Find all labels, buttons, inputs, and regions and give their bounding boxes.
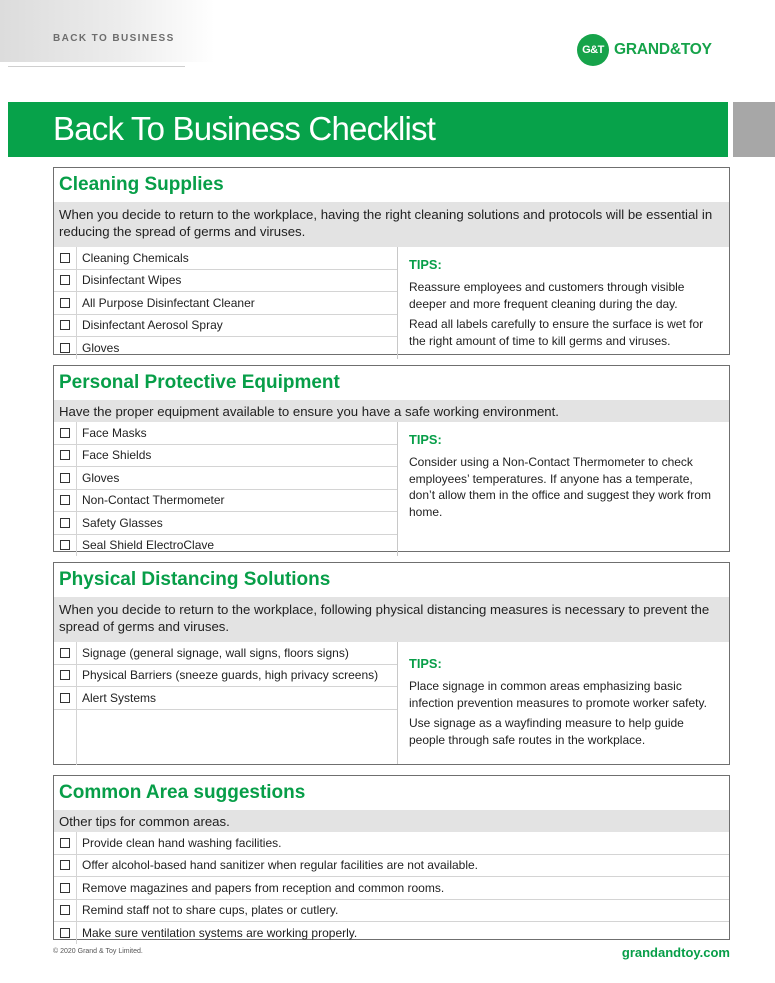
checklist-item-label: Signage (general signage, wall signs, floors signs) xyxy=(82,645,349,660)
tips-heading: TIPS: xyxy=(409,257,442,272)
tip-text: Read all labels carefully to ensure the surface is wet for the right amount of time to kill germs and viruses. xyxy=(409,317,704,348)
tips-heading: TIPS: xyxy=(409,432,442,447)
checkbox[interactable] xyxy=(60,298,70,308)
tip-text: Place signage in common areas emphasizing basic infection prevention measures to promote worker safety. xyxy=(409,679,707,710)
tip-text: Consider using a Non-Contact Thermometer to check employees’ temperatures. If anyone has a temperate, don’t allow them in the office and suggest they work from home. xyxy=(409,455,711,519)
checklist-item-label: All Purpose Disinfectant Cleaner xyxy=(82,295,255,310)
checklist-item-label: Face Shields xyxy=(82,448,152,463)
checklist-item-label: Gloves xyxy=(82,470,120,485)
checklist-item[interactable] xyxy=(54,642,397,664)
section-physical-distancing xyxy=(53,562,730,765)
checkbox[interactable] xyxy=(60,450,70,460)
section-title: Personal Protective Equipment xyxy=(59,372,340,393)
checklist-item[interactable] xyxy=(54,422,397,444)
checklist-item[interactable] xyxy=(54,444,397,467)
section-intro: Have the proper equipment available to ensure you have a safe working environment. xyxy=(54,400,729,422)
checklist-item-label: Cleaning Chemicals xyxy=(82,250,189,265)
checkbox[interactable] xyxy=(60,883,70,893)
eyebrow-label: BACK TO BUSINESS xyxy=(53,33,175,44)
checkbox[interactable] xyxy=(60,905,70,915)
checklist-item-label: Gloves xyxy=(82,340,120,355)
checklist-item[interactable] xyxy=(54,686,397,710)
checklist-item[interactable] xyxy=(54,899,729,922)
checkbox[interactable] xyxy=(60,253,70,263)
checklist-item-label: Seal Shield ElectroClave xyxy=(82,538,215,553)
checklist-item-label: Disinfectant Wipes xyxy=(82,273,182,288)
page-title: Back To Business Checklist xyxy=(53,110,436,147)
checklist-item-label: Safety Glasses xyxy=(82,515,163,530)
brand-logo[interactable] xyxy=(577,34,712,66)
checklist-item[interactable] xyxy=(54,269,397,292)
section-title: Physical Distancing Solutions xyxy=(59,569,331,590)
side-tab xyxy=(733,102,775,157)
checklist-item-label: Remind staff not to share cups, plates or cutlery. xyxy=(82,903,339,918)
section-common-area xyxy=(53,775,730,940)
checklist-item[interactable] xyxy=(54,832,729,854)
checklist-item[interactable] xyxy=(54,489,397,512)
checklist-item[interactable] xyxy=(54,664,397,687)
tips-heading: TIPS: xyxy=(409,656,442,671)
checklist-item-label: Provide clean hand washing facilities. xyxy=(82,835,282,850)
section-title: Cleaning Supplies xyxy=(59,174,224,195)
section-title: Common Area suggestions xyxy=(59,782,306,803)
checklist-item-label: Face Masks xyxy=(82,425,147,440)
checklist-item[interactable] xyxy=(54,921,729,944)
section-intro: When you decide to return to the workplace, having the right cleaning solutions and protocols will be essential in reducing the spread of germs and viruses. xyxy=(54,202,729,247)
checklist-item[interactable] xyxy=(54,876,729,899)
checklist-item-label: Remove magazines and papers from reception and common rooms. xyxy=(82,880,445,895)
footer-copyright: © 2020 Grand & Toy Limited. xyxy=(53,948,143,955)
tip-text: Use signage as a wayfinding measure to help guide people through safe routes in the workplace. xyxy=(409,716,684,747)
checklist-item-label: Alert Systems xyxy=(82,690,157,705)
checklist-item[interactable] xyxy=(54,466,397,489)
header-corner-gradient xyxy=(0,0,215,62)
section-cleaning-supplies xyxy=(53,167,730,355)
checklist-item[interactable] xyxy=(54,314,397,337)
footer-website-link[interactable]: grandandtoy.com xyxy=(621,945,730,960)
checklist xyxy=(54,422,398,556)
checkbox[interactable] xyxy=(60,648,70,658)
tips-panel xyxy=(398,422,729,556)
tips-panel xyxy=(398,247,729,359)
checklist-item[interactable] xyxy=(54,854,729,877)
checklist xyxy=(54,247,398,359)
checkbox[interactable] xyxy=(60,838,70,848)
checkbox[interactable] xyxy=(60,275,70,285)
checklist-item-label: Offer alcohol-based hand sanitizer when regular facilities are not available. xyxy=(82,858,479,873)
checklist-item[interactable] xyxy=(54,336,397,359)
checklist-item-label: Make sure ventilation systems are working properly. xyxy=(82,925,358,940)
checkbox[interactable] xyxy=(60,540,70,550)
logo-wordmark: GRAND&TOY xyxy=(614,41,712,58)
checkbox[interactable] xyxy=(60,860,70,870)
checkbox[interactable] xyxy=(60,473,70,483)
checkbox[interactable] xyxy=(60,518,70,528)
checklist xyxy=(54,642,398,764)
checklist-item[interactable] xyxy=(54,247,397,269)
checklist-item[interactable] xyxy=(54,534,397,557)
section-ppe xyxy=(53,365,730,552)
checkbox[interactable] xyxy=(60,428,70,438)
checkbox[interactable] xyxy=(60,320,70,330)
checkbox[interactable] xyxy=(60,343,70,353)
checklist xyxy=(54,832,729,944)
checklist-item-label: Non-Contact Thermometer xyxy=(82,493,225,508)
checklist-item[interactable] xyxy=(54,511,397,534)
checklist-item[interactable] xyxy=(54,291,397,314)
checklist-item-label: Disinfectant Aerosol Spray xyxy=(82,318,223,333)
tip-text: Reassure employees and customers through visible deeper and more frequent cleaning during the day. xyxy=(409,280,685,311)
checkbox[interactable] xyxy=(60,693,70,703)
header-rule xyxy=(8,66,185,67)
tips-panel xyxy=(398,642,729,764)
section-intro: When you decide to return to the workplace, following physical distancing measures is necessary to prevent the spread of germs and viruses. xyxy=(54,597,729,642)
checkbox[interactable] xyxy=(60,670,70,680)
logo-mark-icon: G&T xyxy=(577,34,609,66)
section-intro: Other tips for common areas. xyxy=(54,810,729,832)
checklist-item-label: Physical Barriers (sneeze guards, high privacy screens) xyxy=(82,668,379,683)
checkbox[interactable] xyxy=(60,928,70,938)
checkbox[interactable] xyxy=(60,495,70,505)
